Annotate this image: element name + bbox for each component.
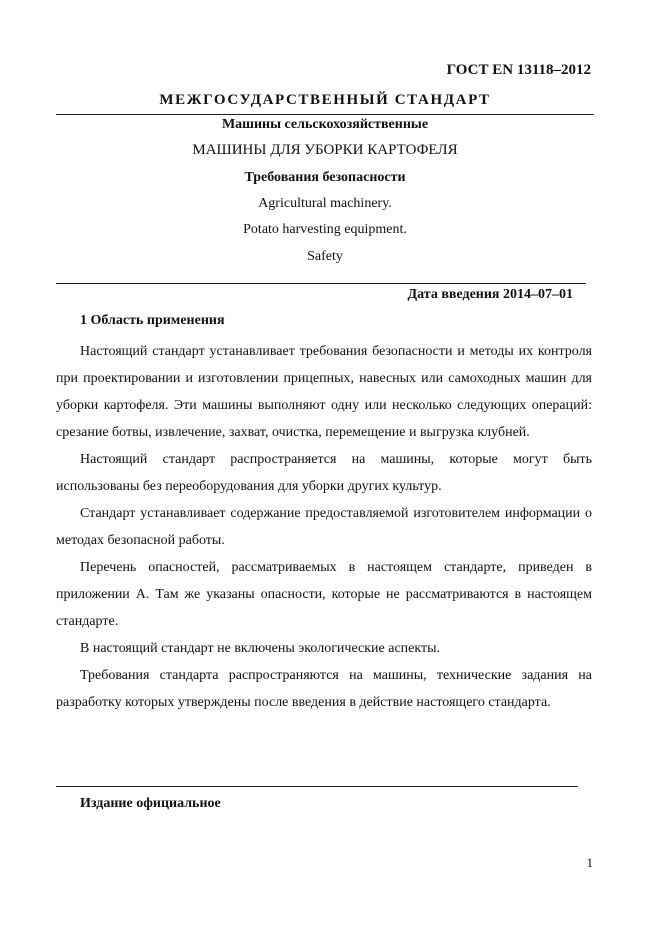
paragraph: Стандарт устанавливает содержание предоставляемой изготовителем информации о методах безопасной работы. xyxy=(56,506,592,548)
page-title: МАШИНЫ ДЛЯ УБОРКИ КАРТОФЕЛЯ xyxy=(192,142,458,158)
title-divider xyxy=(56,283,586,284)
section-body xyxy=(56,338,592,716)
english-title-line1: Agricultural machinery. xyxy=(258,196,392,211)
english-title-line3: Safety xyxy=(307,249,343,264)
footnote-divider xyxy=(56,786,578,787)
edition-note: Издание официальное xyxy=(80,796,221,811)
title-category: Машины сельскохозяйственные xyxy=(221,117,429,132)
page-number: 1 xyxy=(586,855,593,870)
interstate-standard-heading: МЕЖГОСУДАРСТВЕННЫЙ СТАНДАРТ xyxy=(159,92,491,108)
paragraph: Требования стандарта распространяются на машины, технические задания на разработку которых утверждены после введения в действие настоящего стандарта. xyxy=(56,668,592,710)
paragraph: В настоящий стандарт не включены экологические аспекты. xyxy=(80,641,441,656)
top-divider xyxy=(56,114,594,115)
effective-date: Дата введения 2014–07–01 xyxy=(407,287,573,302)
document-code: ГОСТ EN 13118–2012 xyxy=(446,62,591,78)
paragraph: Перечень опасностей, рассматриваемых в настоящем стандарте, приведен в приложении А. Там же указаны опасности, которые не рассматриваются в настоящем стандарте. xyxy=(56,560,592,629)
section-heading: 1 Область применения xyxy=(80,313,225,328)
paragraph: Настоящий стандарт распространяется на машины, которые могут быть использованы без переоборудования для уборки других культур. xyxy=(56,452,592,494)
english-title-line2: Potato harvesting equipment. xyxy=(243,222,407,237)
paragraph: Настоящий стандарт устанавливает требования безопасности и методы их контроля при проектировании и изготовлении прицепных, навесных или самоходных машин для уборки картофеля. Эти машины выполняют одну или несколько следующих операций: срезание ботвы, извлечение, захват, очистка, перемещение и выгрузка клубней. xyxy=(56,344,592,440)
title-subtitle: Требования безопасности xyxy=(244,170,406,185)
